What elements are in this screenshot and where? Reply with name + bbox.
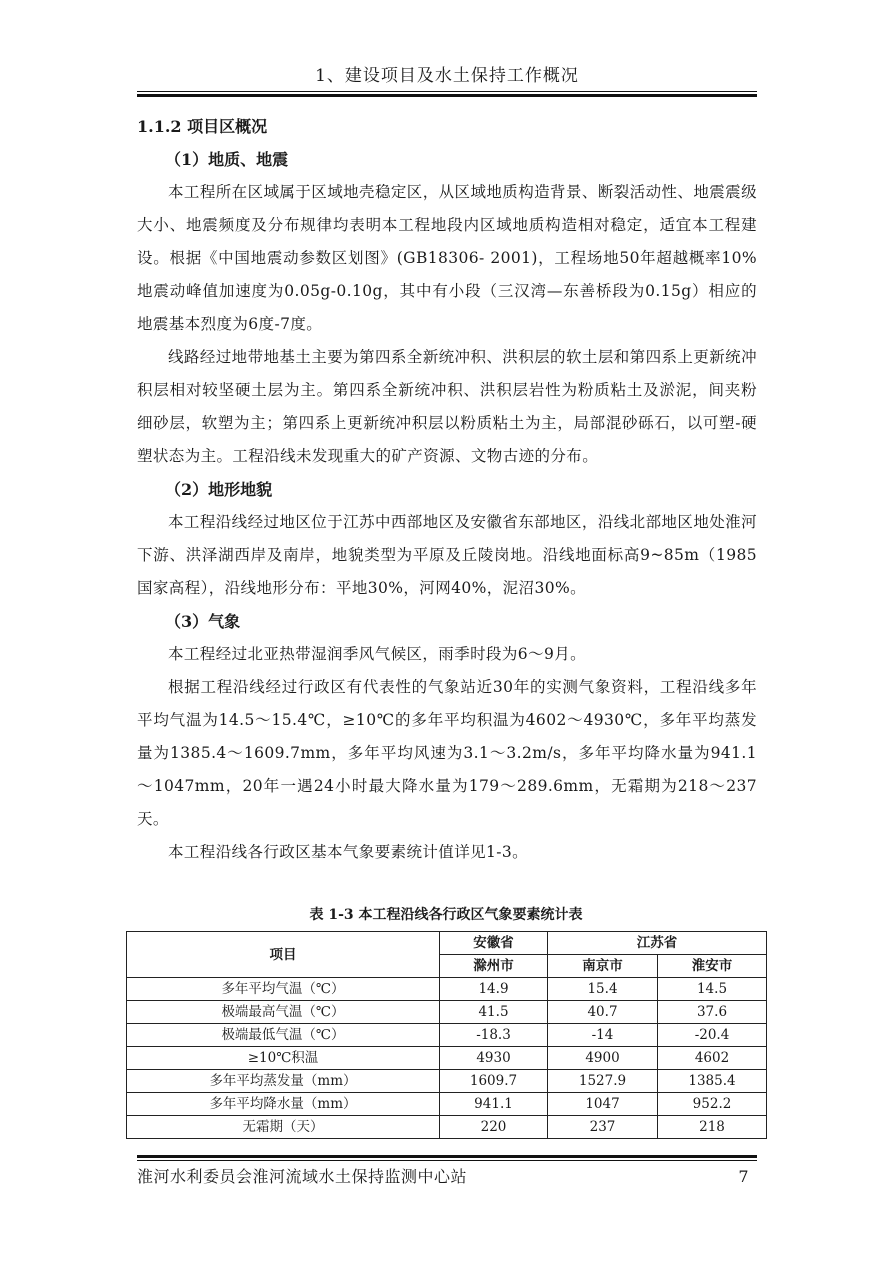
cell-chuzhou: 41.5 — [440, 1001, 548, 1024]
subsection-title-climate: （3）气象 — [165, 612, 241, 631]
body-content — [137, 110, 757, 869]
cell-huaian: 1385.4 — [658, 1070, 767, 1093]
paragraph: 本工程沿线各行政区基本气象要素统计值详见1-3。 — [168, 843, 529, 861]
cell-chuzhou: 220 — [440, 1116, 548, 1139]
footer-rule-thin — [137, 1160, 757, 1161]
cell-chuzhou: 4930 — [440, 1047, 548, 1070]
cell-huaian: 952.2 — [658, 1093, 767, 1116]
table-row — [127, 1093, 767, 1116]
header-province-anhui: 安徽省 — [440, 932, 548, 955]
cell-huaian: 4602 — [658, 1047, 767, 1070]
cell-chuzhou: -18.3 — [440, 1024, 548, 1047]
row-item: 多年平均气温（℃） — [127, 978, 440, 1001]
cell-huaian: 14.5 — [658, 978, 767, 1001]
cell-nanjing: 1527.9 — [548, 1070, 658, 1093]
cell-chuzhou: 1609.7 — [440, 1070, 548, 1093]
table-row — [127, 1070, 767, 1093]
table-row — [127, 978, 767, 1001]
cell-nanjing: 4900 — [548, 1047, 658, 1070]
footer-organization: 淮河水利委员会淮河流域水土保持监测中心站 — [137, 1167, 468, 1186]
table-header-row — [127, 932, 767, 955]
table-caption: 表 1-3 本工程沿线各行政区气象要素统计表 — [309, 907, 583, 923]
header-city-chuzhou: 滁州市 — [440, 955, 548, 978]
row-item: ≥10℃积温 — [127, 1047, 440, 1070]
row-item: 极端最低气温（℃） — [127, 1024, 440, 1047]
table-row — [127, 1116, 767, 1139]
row-item: 多年平均降水量（mm） — [127, 1093, 440, 1116]
footer-rule-thick — [137, 1155, 757, 1158]
paragraph: 根据工程沿线经过行政区有代表性的气象站近30年的实测气象资料，工程沿线多年平均气温为14.5～15.4℃，≥10℃的多年平均积温为4602～4930℃，多年平均蒸发量为1385.4～1609.7mm，多年平均风速为3.1～3.2m/s，多年平均降水量为941.1～1047mm，20年一遇24小时最大降水量为179～289.6mm，无霜期为218～237天。 — [137, 678, 757, 828]
header-province-jiangsu: 江苏省 — [548, 932, 767, 955]
paragraph: 本工程所在区域属于区域地壳稳定区，从区域地质构造背景、断裂活动性、地震震级大小、地震频度及分布规律均表明本工程地段内区域地质构造相对稳定，适宜本工程建设。根据《中国地震动参数区划图》(GB18306- 2001)，工程场地50年超越概率10%地震动峰值加速度为0.05g-0.10g，其中有小段（三汉湾—东善桥段为0.15g）相应的地震基本烈度为6度-7度。 — [137, 183, 757, 333]
cell-huaian: 37.6 — [658, 1001, 767, 1024]
cell-chuzhou: 941.1 — [440, 1093, 548, 1116]
running-header: 1、建设项目及水土保持工作概况 — [315, 66, 579, 86]
row-item: 无霜期（天） — [127, 1116, 440, 1139]
subsection-title-terrain: （2）地形地貌 — [165, 480, 273, 499]
section-title: 1.1.2 项目区概况 — [137, 117, 268, 136]
page-number: 7 — [738, 1167, 749, 1186]
cell-huaian: 218 — [658, 1116, 767, 1139]
header-city-nanjing: 南京市 — [548, 955, 658, 978]
paragraph: 线路经过地带地基土主要为第四系全新统冲积、洪积层的软土层和第四系上更新统冲积层相对较坚硬土层为主。第四系全新统冲积、洪积层岩性为粉质粘土及淤泥，间夹粉细砂层，软塑为主；第四系上更新统冲积层以粉质粘土为主，局部混砂砾石，以可塑-硬塑状态为主。工程沿线未发现重大的矿产资源、文物古迹的分布。 — [137, 348, 757, 465]
cell-nanjing: 40.7 — [548, 1001, 658, 1024]
page-footer — [137, 1164, 757, 1190]
subsection-title-geology: （1）地质、地震 — [165, 150, 289, 169]
table-row — [127, 1024, 767, 1047]
table-row — [127, 1047, 767, 1070]
cell-chuzhou: 14.9 — [440, 978, 548, 1001]
paragraph: 本工程沿线经过地区位于江苏中西部地区及安徽省东部地区，沿线北部地区地处淮河下游、洪泽湖西岸及南岸，地貌类型为平原及丘陵岗地。沿线地面标高9~85m（1985国家高程），沿线地形分布：平地30%，河网40%，泥沼30%。 — [137, 513, 757, 597]
climate-stats-table — [126, 931, 767, 1139]
cell-nanjing: 15.4 — [548, 978, 658, 1001]
row-item: 极端最高气温（℃） — [127, 1001, 440, 1024]
header-rule-thick — [137, 94, 757, 97]
header-item: 项目 — [127, 932, 440, 978]
row-item: 多年平均蒸发量（mm） — [127, 1070, 440, 1093]
cell-nanjing: -14 — [548, 1024, 658, 1047]
paragraph: 本工程经过北亚热带湿润季风气候区，雨季时段为6～9月。 — [168, 645, 587, 663]
header-rule-thin — [137, 91, 757, 92]
table-row — [127, 1001, 767, 1024]
cell-nanjing: 237 — [548, 1116, 658, 1139]
header-city-huaian: 淮安市 — [658, 955, 767, 978]
cell-huaian: -20.4 — [658, 1024, 767, 1047]
cell-nanjing: 1047 — [548, 1093, 658, 1116]
